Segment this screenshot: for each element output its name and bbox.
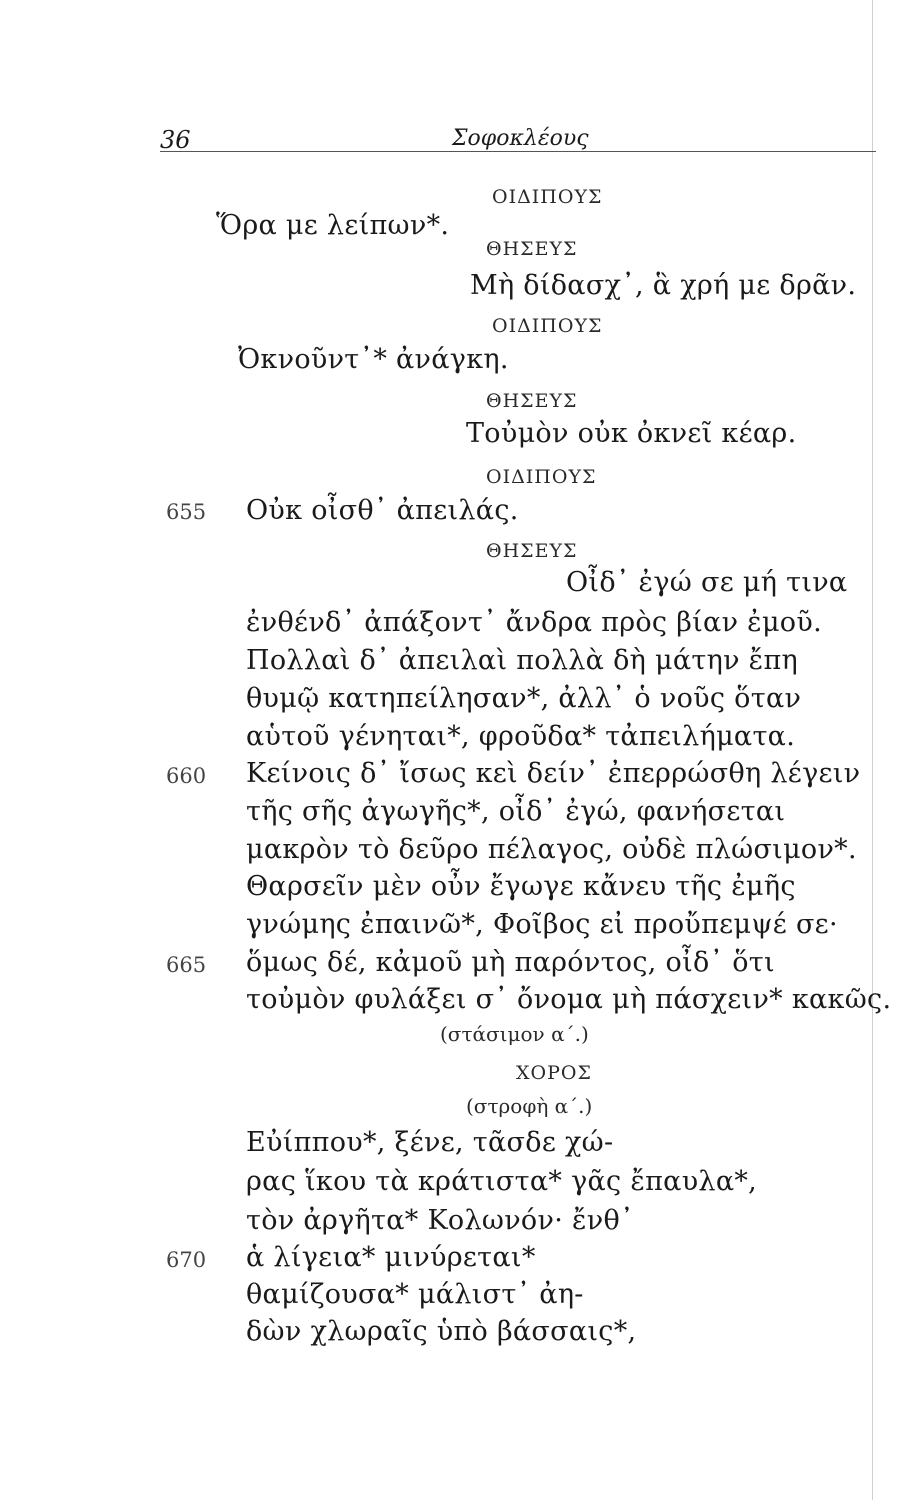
speaker-label: ΘΗΣΕΥΣ — [486, 390, 578, 412]
speaker-label: ΧΟΡΟΣ — [516, 1062, 592, 1084]
verse-line: Οἶδ᾽ ἐγώ σε μή τινα — [566, 567, 848, 598]
speaker-label: ΟΙΔΙΠΟΥΣ — [492, 186, 603, 208]
verse-line: ἁ λίγεια* μινύρεται* — [246, 1242, 536, 1273]
verse-line: Ὅρα με λείπων*. — [216, 210, 450, 241]
line-number: 665 — [166, 953, 207, 977]
section-cue: (στάσιμον α΄.) — [440, 1022, 589, 1046]
verse-line: Ὀκνοῦντ᾽* ἀνάγκη. — [238, 344, 509, 375]
verse-line: ὅμως δέ, κἀμοῦ μὴ παρόντος, οἶδ᾽ ὅτι — [246, 947, 775, 978]
line-number: 655 — [166, 500, 207, 524]
verse-line: γνώμης ἐπαινῶ*, Φοῖβος εἰ προὔπεμψέ σε· — [246, 909, 838, 940]
verse-line: αὑτοῦ γένηται*, φροῦδα* τἀπειλήματα. — [246, 721, 796, 752]
page-edge-line — [872, 0, 873, 1500]
running-title: Σοφοκλέους — [452, 126, 589, 151]
page-number: 36 — [160, 126, 191, 154]
speaker-label: ΟΙΔΙΠΟΥΣ — [486, 466, 597, 488]
verse-line: Πολλαὶ δ᾽ ἀπειλαὶ πολλὰ δὴ μάτην ἔπη — [246, 645, 798, 676]
verse-line: μακρὸν τὸ δεῦρο πέλαγος, οὐδὲ πλώσιμον*. — [246, 834, 857, 865]
verse-line: τοὐμὸν φυλάξει σ᾽ ὄνομα μὴ πάσχειν* κακῶς. — [246, 984, 892, 1015]
verse-line: θαμίζουσα* μάλιστ᾽ ἀη- — [246, 1279, 584, 1310]
line-number: 670 — [166, 1248, 207, 1272]
verse-line: τὸν ἀργῆτα* Κολωνόν· ἔνθ᾽ — [246, 1205, 634, 1236]
verse-line: δὼν χλωραῖς ὑπὸ βάσσαις*, — [246, 1316, 637, 1347]
verse-line: ρας ἵκου τὰ κράτιστα* γᾶς ἔπαυλα*, — [246, 1166, 758, 1197]
section-cue: (στροφὴ α΄.) — [466, 1094, 593, 1118]
header-rule — [160, 151, 876, 152]
verse-line: Μὴ δίδασχ᾽, ἃ χρή με δρᾶν. — [470, 270, 857, 301]
verse-line: Τοὐμὸν οὐκ ὀκνεῖ κέαρ. — [466, 418, 797, 449]
verse-line: τῆς σῆς ἀγωγῆς*, οἶδ᾽ ἐγώ, φανήσεται — [246, 796, 786, 827]
speaker-label: ΘΗΣΕΥΣ — [486, 238, 578, 260]
verse-line: Εὐίππου*, ξένε, τᾶσδε χώ- — [246, 1127, 614, 1158]
line-number: 660 — [166, 764, 207, 788]
verse-line: Κείνοις δ᾽ ἴσως κεὶ δείν᾽ ἐπερρώσθη λέγειν — [246, 758, 861, 789]
verse-line: θυμῷ κατηπείλησαν*, ἀλλ᾽ ὁ νοῦς ὅταν — [246, 683, 802, 714]
verse-line: Θαρσεῖν μὲν οὖν ἔγωγε κἄνευ τῆς ἐμῆς — [246, 871, 796, 902]
verse-line: Οὐκ οἶσθ᾽ ἀπειλάς. — [246, 495, 519, 526]
speaker-label: ΘΗΣΕΥΣ — [486, 540, 578, 562]
verse-line: ἐνθένδ᾽ ἀπάξοντ᾽ ἄνδρα πρὸς βίαν ἐμοῦ. — [246, 607, 822, 638]
speaker-label: ΟΙΔΙΠΟΥΣ — [492, 315, 603, 337]
